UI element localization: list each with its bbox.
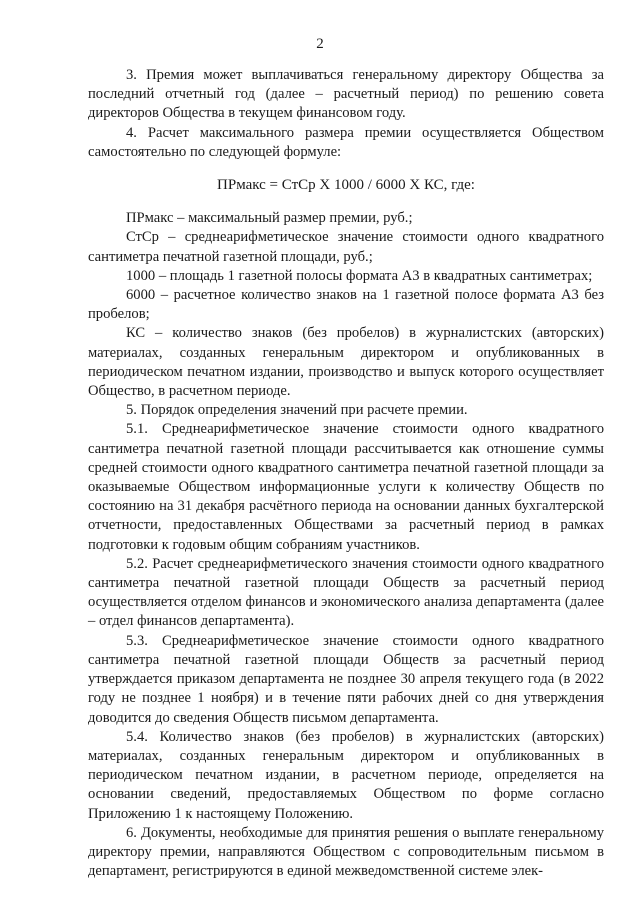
bonus-formula: ПРмакс = СтСр Х 1000 / 6000 Х КС, где:: [217, 177, 475, 194]
paragraph-5-4: 5.4. Количество знаков (без пробелов) в журналистских (авторских) материалах, созданных генеральным директором и опубликованных в периодическом печатном издании, в расчетном периоде, определяется на основании сведений, предоставляемых Обществом по форме согласно Приложению 1 к настоящему Положению.: [88, 728, 604, 822]
definition-1000: 1000 – площадь 1 газетной полосы формата А3 в квадратных сантиметрах;: [126, 267, 593, 284]
definition-6000: 6000 – расчетное количество знаков на 1 газетной полосе формата А3 без пробелов;: [88, 287, 604, 323]
paragraph-6: 6. Документы, необходимые для принятия решения о выплате генеральному директору премии, направляются Обществом с сопроводительным письмом в департамент, регистрируются в единой межведомственной системе элек-: [88, 824, 604, 880]
paragraph-4: 4. Расчет максимального размера премии осуществляется Обществом самостоятельно по следующей формуле:: [88, 124, 604, 160]
paragraph-5: 5. Порядок определения значений при расчете премии.: [126, 402, 468, 419]
page-number: 2: [316, 36, 324, 52]
definition-ks: КС – количество знаков (без пробелов) в журналистских (авторских) материалах, созданных генеральным директором и опубликованных в периодическом печатном издании, производство и выпуск которого осуществляет Общество, в расчетном периоде.: [88, 325, 604, 400]
paragraph-5-2: 5.2. Расчет среднеарифметического значения стоимости одного квадратного сантиметра печатной газетной площади Обществ за расчетный период осуществляется отделом финансов и экономического анализа департамента (далее – отдел финансов департамента).: [88, 555, 604, 630]
paragraph-3: 3. Премия может выплачиваться генеральному директору Общества за последний отчетный год (далее – расчетный период) по решению совета директоров Общества в текущем финансовом году.: [88, 67, 604, 122]
paragraph-5-1: 5.1. Среднеарифметическое значение стоимости одного квадратного сантиметра печатной газетной площади рассчитывается как отношение суммы средней стоимости одного квадратного сантиметра печатной газетной площади за оказываемые Обществом информационные услуги к количеству Обществ по состоянию на 31 декабря расчётного периода на основании данных бухгалтерской отчетности, предоставленных Обществами за расчетный период в рамках подготовки к годовым общим собраниям участников.: [88, 421, 604, 553]
definition-stsr: СтСр – среднеарифметическое значение стоимости одного квадратного сантиметра печатной газетной площади, руб.;: [88, 229, 604, 265]
definition-prmaks: ПРмакс – максимальный размер премии, руб.;: [126, 210, 413, 227]
paragraph-5-3: 5.3. Среднеарифметическое значение стоимости одного квадратного сантиметра печатной газетной площади Обществ за расчетный период утверждается приказом департамента не позднее 30 апреля текущего года (в 2022 году не позднее 1 ноября) и в течение пяти рабочих дней со дня утверждения доводится до сведения Обществ письмом департамента.: [88, 632, 604, 726]
document-body: [88, 66, 604, 881]
